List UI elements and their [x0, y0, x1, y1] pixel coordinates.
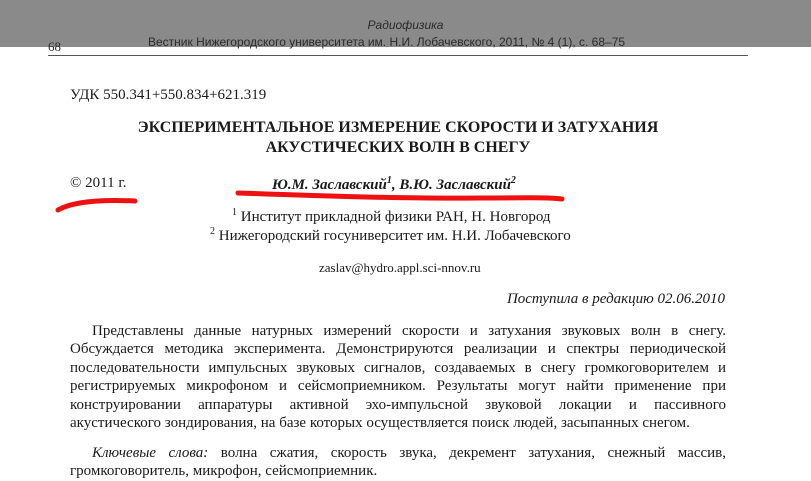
author-1-affil-mark: 1	[386, 175, 392, 186]
affiliation-2-text: Нижегородский госуниверситет им. Н.И. Лобачевского	[215, 228, 571, 244]
title-line-2: АКУСТИЧЕСКИХ ВОЛН В СНЕГУ	[265, 139, 531, 156]
article-title	[70, 118, 726, 158]
udc-code: УДК 550.341+550.834+621.319	[70, 87, 267, 103]
keywords-text: волна сжатия, скорость звука, декремент затухания, снежный массив, громкоговоритель, микрофон, сейсмоприемник.	[70, 445, 726, 480]
affiliation-2	[210, 226, 571, 245]
keywords	[70, 444, 726, 481]
author-separator: ,	[391, 177, 400, 193]
contact-email: zaslav@hydro.appl.sci-nnov.ru	[319, 260, 481, 275]
affiliation-1	[232, 207, 551, 226]
title-line-1: ЭКСПЕРИМЕНТАЛЬНОЕ ИЗМЕРЕНИЕ СКОРОСТИ И ЗАТУХАНИЯ	[137, 119, 659, 136]
copyright: © 2011 г.	[70, 175, 127, 191]
author-1: Ю.М. Заславский	[272, 177, 387, 193]
received-date: Поступила в редакцию 02.06.2010	[506, 291, 725, 307]
affiliation-1-text: Институт прикладной физики РАН, Н. Новгород	[237, 209, 551, 225]
affiliation-2-mark: 2	[210, 226, 215, 237]
author-2: В.Ю. Заславский	[399, 177, 511, 193]
page-number: 68	[48, 39, 61, 54]
keywords-label: Ключевые слова:	[92, 445, 209, 461]
header-rule	[48, 55, 748, 56]
abstract: Представлены данные натурных измерений скорости и затухания звуковых волн в снегу. Обсуждается методика эксперимента. Демонстрируются реализации и спектры периодической последовательности импульсных звуковых сигналов, создаваемых в снегу громкоговорителем и регистрируемых микрофоном и сейсмоприемником. Результаты могут найти применение при конструировании аппаратуры активной эхо-импульсной звуковой локации и пассивного акустического зондирования, на базе которых осуществляется поиск людей, засыпанных снегом.	[70, 323, 726, 432]
author-2-affil-mark: 2	[510, 175, 516, 186]
underline-mark-copyright	[58, 200, 135, 210]
authors	[272, 175, 516, 194]
journal-citation: Вестник Нижегородского университета им. Н.И. Лобачевского, 2011, № 4 (1), с. 68–75	[148, 35, 626, 49]
affiliation-1-mark: 1	[232, 207, 237, 218]
journal-section: Радиофизика	[367, 18, 444, 32]
